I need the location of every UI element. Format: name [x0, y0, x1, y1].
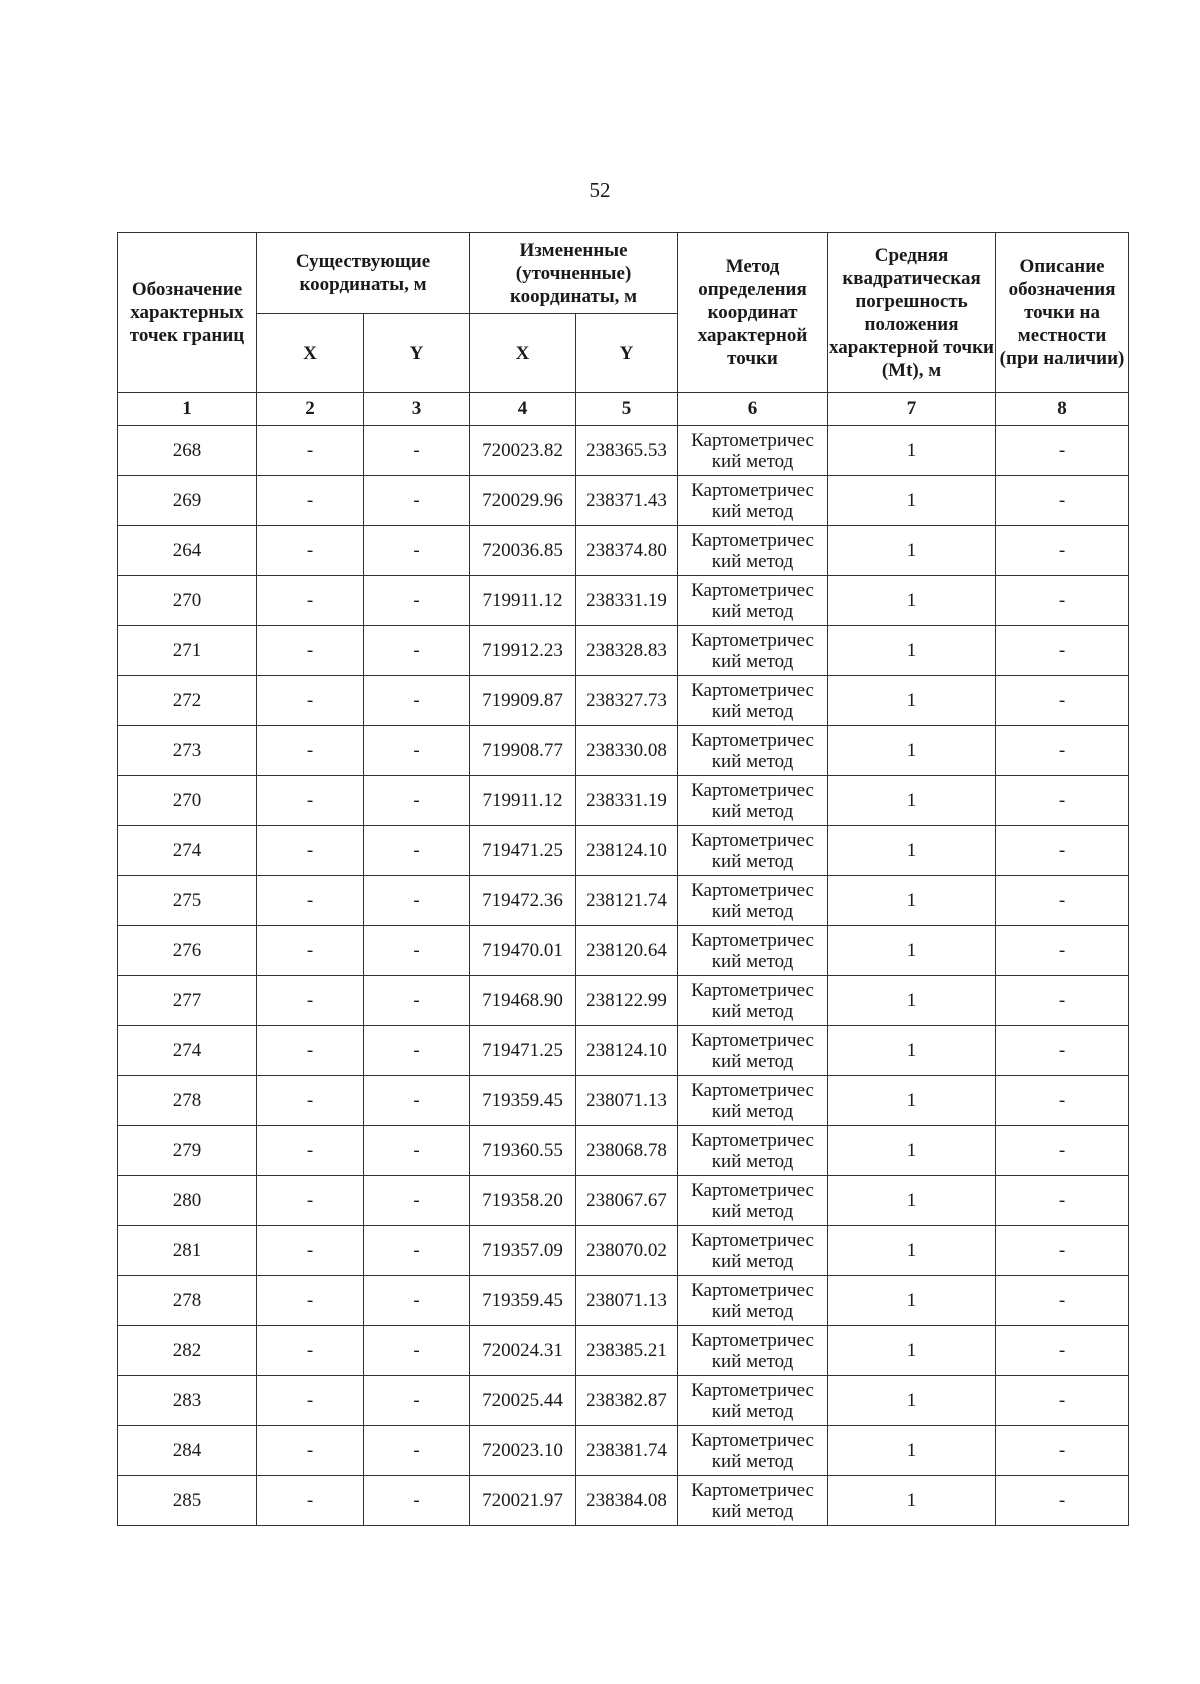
cell-point: 278 — [118, 1076, 257, 1126]
table-row — [118, 526, 1129, 576]
table-row — [118, 876, 1129, 926]
cell-changed-x: 719470.01 — [470, 926, 576, 976]
method-line-1: Картометричес — [691, 829, 814, 851]
cell-changed-x: 719912.23 — [470, 626, 576, 676]
cell-existing-y: - — [364, 876, 470, 926]
cell-method — [678, 1026, 828, 1076]
cell-method — [678, 1426, 828, 1476]
cell-point: 278 — [118, 1276, 257, 1326]
cell-error: 1 — [828, 876, 996, 926]
method-line-2: кий метод — [711, 600, 794, 622]
method-line-2: кий метод — [711, 900, 794, 922]
page-number: 52 — [589, 178, 611, 202]
cell-existing-y: - — [364, 976, 470, 1026]
cell-method — [678, 776, 828, 826]
column-number: 8 — [996, 393, 1129, 426]
cell-description: - — [996, 926, 1129, 976]
column-number: 6 — [678, 393, 828, 426]
cell-changed-y: 238331.19 — [576, 776, 678, 826]
method-line-2: кий метод — [711, 1100, 794, 1122]
method-line-1: Картометричес — [691, 1079, 814, 1101]
cell-method — [678, 476, 828, 526]
cell-method — [678, 576, 828, 626]
cell-description: - — [996, 676, 1129, 726]
cell-existing-x: - — [257, 476, 364, 526]
cell-point: 285 — [118, 1476, 257, 1526]
header-point: Обозначение характерных точек границ — [118, 233, 257, 393]
coordinates-table — [117, 232, 1129, 1526]
cell-error: 1 — [828, 576, 996, 626]
table-row — [118, 1176, 1129, 1226]
cell-point: 281 — [118, 1226, 257, 1276]
cell-existing-y: - — [364, 726, 470, 776]
table-row — [118, 426, 1129, 476]
cell-changed-y: 238070.02 — [576, 1226, 678, 1276]
cell-description: - — [996, 1276, 1129, 1326]
cell-method — [678, 1226, 828, 1276]
cell-changed-y: 238120.64 — [576, 926, 678, 976]
table-row — [118, 1126, 1129, 1176]
method-line-1: Картометричес — [691, 1329, 814, 1351]
cell-point: 275 — [118, 876, 257, 926]
method-line-1: Картометричес — [691, 1179, 814, 1201]
cell-changed-x: 720023.10 — [470, 1426, 576, 1476]
cell-method — [678, 626, 828, 676]
cell-existing-y: - — [364, 676, 470, 726]
cell-method — [678, 676, 828, 726]
cell-method — [678, 1076, 828, 1126]
method-line-2: кий метод — [711, 450, 794, 472]
cell-existing-y: - — [364, 1026, 470, 1076]
method-line-1: Картометричес — [691, 579, 814, 601]
method-line-1: Картометричес — [691, 1379, 814, 1401]
cell-point: 280 — [118, 1176, 257, 1226]
method-line-2: кий метод — [711, 550, 794, 572]
cell-existing-y: - — [364, 826, 470, 876]
method-line-1: Картометричес — [691, 1229, 814, 1251]
cell-error: 1 — [828, 626, 996, 676]
table-row — [118, 1026, 1129, 1076]
table-row — [118, 826, 1129, 876]
cell-method — [678, 1176, 828, 1226]
cell-existing-x: - — [257, 1426, 364, 1476]
method-line-1: Картометричес — [691, 1279, 814, 1301]
cell-existing-x: - — [257, 726, 364, 776]
cell-point: 284 — [118, 1426, 257, 1476]
cell-existing-x: - — [257, 1326, 364, 1376]
cell-existing-x: - — [257, 976, 364, 1026]
cell-description: - — [996, 1376, 1129, 1426]
cell-error: 1 — [828, 1326, 996, 1376]
cell-error: 1 — [828, 1176, 996, 1226]
column-number-row — [118, 393, 1129, 426]
method-line-2: кий метод — [711, 1450, 794, 1472]
table-row — [118, 926, 1129, 976]
table-row — [118, 726, 1129, 776]
cell-method — [678, 426, 828, 476]
method-line-2: кий метод — [711, 1000, 794, 1022]
cell-changed-x: 719911.12 — [470, 776, 576, 826]
method-line-1: Картометричес — [691, 529, 814, 551]
cell-method — [678, 926, 828, 976]
cell-changed-y: 238365.53 — [576, 426, 678, 476]
column-number: 4 — [470, 393, 576, 426]
header-error: Средняя квадратическая погрешность положения характерной точки (Mt), м — [828, 233, 996, 393]
method-line-2: кий метод — [711, 1200, 794, 1222]
cell-description: - — [996, 426, 1129, 476]
cell-existing-x: - — [257, 1026, 364, 1076]
cell-changed-y: 238374.80 — [576, 526, 678, 576]
cell-existing-x: - — [257, 526, 364, 576]
cell-method — [678, 1376, 828, 1426]
cell-error: 1 — [828, 526, 996, 576]
cell-changed-x: 720029.96 — [470, 476, 576, 526]
cell-changed-y: 238121.74 — [576, 876, 678, 926]
cell-description: - — [996, 476, 1129, 526]
method-line-1: Картометричес — [691, 779, 814, 801]
cell-method — [678, 1326, 828, 1376]
cell-existing-x: - — [257, 1276, 364, 1326]
header-existing-y: Y — [364, 314, 470, 393]
cell-changed-y: 238371.43 — [576, 476, 678, 526]
cell-changed-x: 719471.25 — [470, 1026, 576, 1076]
header-changed-y: Y — [576, 314, 678, 393]
cell-point: 268 — [118, 426, 257, 476]
cell-existing-y: - — [364, 776, 470, 826]
table-row — [118, 1076, 1129, 1126]
header-existing-x: X — [257, 314, 364, 393]
cell-existing-x: - — [257, 426, 364, 476]
method-line-2: кий метод — [711, 850, 794, 872]
cell-point: 277 — [118, 976, 257, 1026]
method-line-2: кий метод — [711, 1400, 794, 1422]
cell-point: 274 — [118, 826, 257, 876]
method-line-1: Картометричес — [691, 429, 814, 451]
cell-changed-y: 238071.13 — [576, 1276, 678, 1326]
cell-method — [678, 1476, 828, 1526]
cell-existing-x: - — [257, 1076, 364, 1126]
cell-description: - — [996, 976, 1129, 1026]
cell-error: 1 — [828, 1476, 996, 1526]
cell-description: - — [996, 1026, 1129, 1076]
cell-existing-y: - — [364, 1076, 470, 1126]
cell-changed-y: 238382.87 — [576, 1376, 678, 1426]
method-line-2: кий метод — [711, 500, 794, 522]
cell-changed-y: 238122.99 — [576, 976, 678, 1026]
header-changed: Измененные (уточненные) координаты, м — [470, 233, 678, 314]
cell-existing-x: - — [257, 1176, 364, 1226]
method-line-1: Картометричес — [691, 679, 814, 701]
cell-existing-x: - — [257, 676, 364, 726]
cell-description: - — [996, 1176, 1129, 1226]
cell-error: 1 — [828, 1076, 996, 1126]
header-existing: Существующие координаты, м — [257, 233, 470, 314]
cell-existing-y: - — [364, 1476, 470, 1526]
cell-error: 1 — [828, 826, 996, 876]
cell-point: 282 — [118, 1326, 257, 1376]
column-number: 1 — [118, 393, 257, 426]
method-line-1: Картометричес — [691, 879, 814, 901]
cell-existing-x: - — [257, 926, 364, 976]
table-row — [118, 676, 1129, 726]
cell-changed-x: 719468.90 — [470, 976, 576, 1026]
cell-description: - — [996, 626, 1129, 676]
cell-existing-x: - — [257, 876, 364, 926]
cell-changed-x: 720024.31 — [470, 1326, 576, 1376]
method-line-2: кий метод — [711, 1050, 794, 1072]
cell-changed-y: 238124.10 — [576, 826, 678, 876]
cell-existing-x: - — [257, 626, 364, 676]
cell-changed-y: 238385.21 — [576, 1326, 678, 1376]
cell-changed-y: 238327.73 — [576, 676, 678, 726]
method-line-2: кий метод — [711, 750, 794, 772]
table-row — [118, 776, 1129, 826]
cell-changed-x: 719357.09 — [470, 1226, 576, 1276]
cell-changed-y: 238067.67 — [576, 1176, 678, 1226]
column-number: 7 — [828, 393, 996, 426]
cell-point: 270 — [118, 776, 257, 826]
cell-existing-x: - — [257, 576, 364, 626]
cell-description: - — [996, 726, 1129, 776]
method-line-2: кий метод — [711, 950, 794, 972]
cell-point: 272 — [118, 676, 257, 726]
cell-changed-x: 719359.45 — [470, 1276, 576, 1326]
table-row — [118, 1276, 1129, 1326]
cell-existing-y: - — [364, 476, 470, 526]
table-row — [118, 626, 1129, 676]
cell-error: 1 — [828, 726, 996, 776]
cell-point: 269 — [118, 476, 257, 526]
cell-changed-x: 719909.87 — [470, 676, 576, 726]
cell-changed-x: 719471.25 — [470, 826, 576, 876]
method-line-2: кий метод — [711, 1500, 794, 1522]
cell-changed-x: 720036.85 — [470, 526, 576, 576]
cell-description: - — [996, 876, 1129, 926]
header-method: Метод определения координат характерной точки — [678, 233, 828, 393]
cell-existing-y: - — [364, 576, 470, 626]
cell-existing-x: - — [257, 776, 364, 826]
cell-existing-y: - — [364, 1276, 470, 1326]
cell-description: - — [996, 1076, 1129, 1126]
method-line-2: кий метод — [711, 650, 794, 672]
cell-point: 270 — [118, 576, 257, 626]
cell-changed-y: 238068.78 — [576, 1126, 678, 1176]
table-row — [118, 576, 1129, 626]
cell-changed-x: 719358.20 — [470, 1176, 576, 1226]
cell-changed-y: 238124.10 — [576, 1026, 678, 1076]
cell-changed-y: 238384.08 — [576, 1476, 678, 1526]
cell-existing-y: - — [364, 1376, 470, 1426]
method-line-2: кий метод — [711, 1250, 794, 1272]
cell-changed-y: 238381.74 — [576, 1426, 678, 1476]
cell-changed-x: 720023.82 — [470, 426, 576, 476]
cell-existing-x: - — [257, 1476, 364, 1526]
column-number: 3 — [364, 393, 470, 426]
method-line-1: Картометричес — [691, 979, 814, 1001]
method-line-1: Картометричес — [691, 1129, 814, 1151]
cell-description: - — [996, 576, 1129, 626]
cell-point: 276 — [118, 926, 257, 976]
cell-method — [678, 1276, 828, 1326]
cell-error: 1 — [828, 1026, 996, 1076]
cell-existing-y: - — [364, 1226, 470, 1276]
cell-changed-x: 719911.12 — [470, 576, 576, 626]
cell-description: - — [996, 1226, 1129, 1276]
cell-point: 273 — [118, 726, 257, 776]
table-row — [118, 976, 1129, 1026]
cell-error: 1 — [828, 476, 996, 526]
cell-existing-y: - — [364, 926, 470, 976]
cell-existing-y: - — [364, 426, 470, 476]
cell-changed-x: 719359.45 — [470, 1076, 576, 1126]
cell-changed-x: 719360.55 — [470, 1126, 576, 1176]
cell-description: - — [996, 826, 1129, 876]
cell-description: - — [996, 1426, 1129, 1476]
header-changed-x: X — [470, 314, 576, 393]
cell-changed-x: 720021.97 — [470, 1476, 576, 1526]
cell-point: 271 — [118, 626, 257, 676]
header-description: Описание обозначения точки на местности (при наличии) — [996, 233, 1129, 393]
method-line-1: Картометричес — [691, 1029, 814, 1051]
cell-point: 274 — [118, 1026, 257, 1076]
cell-error: 1 — [828, 1126, 996, 1176]
cell-point: 264 — [118, 526, 257, 576]
method-line-1: Картометричес — [691, 629, 814, 651]
table-row — [118, 1376, 1129, 1426]
column-number: 2 — [257, 393, 364, 426]
cell-changed-y: 238328.83 — [576, 626, 678, 676]
cell-error: 1 — [828, 1376, 996, 1426]
table-row — [118, 476, 1129, 526]
cell-existing-y: - — [364, 626, 470, 676]
cell-error: 1 — [828, 926, 996, 976]
cell-method — [678, 976, 828, 1026]
table-row — [118, 1226, 1129, 1276]
column-number: 5 — [576, 393, 678, 426]
cell-method — [678, 526, 828, 576]
cell-existing-x: - — [257, 1126, 364, 1176]
cell-method — [678, 876, 828, 926]
cell-error: 1 — [828, 776, 996, 826]
cell-description: - — [996, 526, 1129, 576]
method-line-1: Картометричес — [691, 1429, 814, 1451]
cell-changed-y: 238071.13 — [576, 1076, 678, 1126]
cell-point: 283 — [118, 1376, 257, 1426]
method-line-1: Картометричес — [691, 929, 814, 951]
method-line-1: Картометричес — [691, 1479, 814, 1501]
method-line-2: кий метод — [711, 800, 794, 822]
cell-existing-y: - — [364, 1426, 470, 1476]
cell-changed-x: 719472.36 — [470, 876, 576, 926]
cell-changed-y: 238331.19 — [576, 576, 678, 626]
method-line-2: кий метод — [711, 1150, 794, 1172]
cell-changed-x: 719908.77 — [470, 726, 576, 776]
cell-existing-y: - — [364, 1126, 470, 1176]
cell-point: 279 — [118, 1126, 257, 1176]
cell-error: 1 — [828, 1426, 996, 1476]
method-line-1: Картометричес — [691, 479, 814, 501]
cell-description: - — [996, 1476, 1129, 1526]
cell-changed-y: 238330.08 — [576, 726, 678, 776]
method-line-1: Картометричес — [691, 729, 814, 751]
cell-error: 1 — [828, 426, 996, 476]
cell-existing-y: - — [364, 526, 470, 576]
cell-existing-x: - — [257, 1226, 364, 1276]
method-line-2: кий метод — [711, 1300, 794, 1322]
cell-method — [678, 826, 828, 876]
cell-error: 1 — [828, 1276, 996, 1326]
cell-changed-x: 720025.44 — [470, 1376, 576, 1426]
cell-existing-x: - — [257, 1376, 364, 1426]
cell-existing-x: - — [257, 826, 364, 876]
table-row — [118, 1426, 1129, 1476]
cell-existing-y: - — [364, 1176, 470, 1226]
method-line-2: кий метод — [711, 700, 794, 722]
cell-description: - — [996, 1326, 1129, 1376]
cell-method — [678, 1126, 828, 1176]
cell-method — [678, 726, 828, 776]
table-row — [118, 1326, 1129, 1376]
cell-error: 1 — [828, 976, 996, 1026]
cell-description: - — [996, 776, 1129, 826]
cell-error: 1 — [828, 1226, 996, 1276]
method-line-2: кий метод — [711, 1350, 794, 1372]
cell-error: 1 — [828, 676, 996, 726]
table-row — [118, 1476, 1129, 1526]
cell-existing-y: - — [364, 1326, 470, 1376]
cell-description: - — [996, 1126, 1129, 1176]
